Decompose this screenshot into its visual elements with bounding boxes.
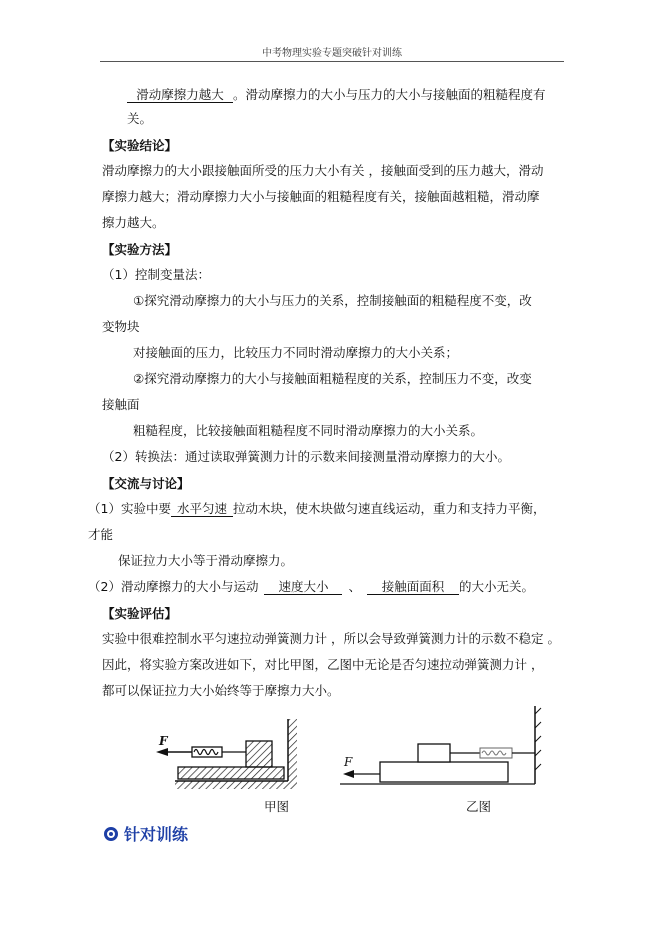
- force-label: F: [159, 734, 168, 748]
- discussion-q1-line-3: 保证拉力大小等于滑动摩擦力。: [118, 553, 294, 568]
- method-b-line-3: 粗糙程度，比较接触面粗糙程度不同时滑动摩擦力的大小关系。: [133, 423, 484, 438]
- conclusion-heading: 【实验结论】: [102, 138, 178, 153]
- intro-line-2: 关。: [127, 111, 153, 126]
- discussion-q2: [88, 578, 534, 595]
- evaluation-heading: 【实验评估】: [102, 606, 178, 621]
- evaluation-line-2: 因此，将实验方案改进如下，对比甲图，乙图中无论是否匀速拉动弹簧测力计 ，: [102, 657, 544, 672]
- conclusion-line-3: 擦力越大。: [102, 215, 165, 230]
- conclusion-line-1: 滑动摩擦力的大小跟接触面所受的压力大小有关 ，接触面受到的压力越大，滑动: [102, 163, 544, 178]
- spring-scale-body: [480, 748, 512, 758]
- force-arrow-head: [156, 748, 168, 756]
- method-a-line-2: 变物块: [102, 319, 140, 334]
- wooden-board: [380, 762, 508, 782]
- method-b-line-2: 接触面: [102, 397, 140, 412]
- intro-rest: 。滑动摩擦力的大小与压力的大小与接触面的粗糙程度有: [233, 87, 546, 102]
- figure-yi-diagram: [340, 704, 545, 794]
- method-item-1: （1）控制变量法：: [102, 267, 210, 282]
- q1-suffix: 拉动木块，使木块做匀速直线运动，重力和支持力平衡，: [232, 501, 546, 516]
- wall-hatch-mark: [535, 708, 541, 714]
- method-b-line-1: ②探究滑动摩擦力的大小与接触面粗糙程度的关系，控制压力不变，改变: [133, 371, 532, 386]
- page-header: 中考物理实验专题突破针对训练: [262, 48, 402, 59]
- q2-suffix: 的大小无关。: [458, 579, 534, 594]
- wall-hatch-mark: [535, 764, 541, 770]
- figure-jia-caption: 甲图: [264, 799, 290, 814]
- header-rule: [100, 61, 564, 62]
- force-label: F: [344, 755, 353, 769]
- q1-answer-blank: 水平匀速: [171, 501, 233, 517]
- q1-prefix: （1）实验中要: [88, 501, 171, 516]
- target-bullet-icon: [104, 827, 118, 841]
- wall-hatch-mark: [535, 736, 541, 742]
- figure-jia-diagram: [150, 717, 300, 795]
- wall-hatch-mark: [535, 750, 541, 756]
- method-a-line-3: 对接触面的压力，比较压力不同时滑动摩擦力的大小关系；: [133, 345, 459, 360]
- discussion-q1: [88, 500, 545, 517]
- conclusion-line-2: 摩擦力越大；滑动摩擦力大小与接触面的粗糙程度有关，接触面越粗糙，滑动摩: [102, 189, 540, 204]
- discussion-heading: 【交流与讨论】: [102, 476, 190, 491]
- intro-line-1: [127, 86, 546, 103]
- method-heading: 【实验方法】: [102, 242, 178, 257]
- evaluation-line-1: 实验中很难控制水平匀速拉动弹簧测力计 ，所以会导致弹簧测力计的示数不稳定 。: [102, 631, 560, 646]
- force-arrow-head: [343, 770, 354, 778]
- section-title: 针对训练: [124, 825, 189, 844]
- intro-answer-blank: 滑动摩擦力越大: [127, 87, 233, 103]
- q2-separator: 、: [348, 579, 361, 594]
- q2-prefix: （2）滑动摩擦力的大小与运动: [88, 579, 259, 594]
- section-title-row: [104, 822, 188, 845]
- figure-yi-caption: 乙图: [466, 799, 492, 814]
- wall-hatch-mark: [535, 722, 541, 728]
- ground-hatch: [175, 781, 297, 789]
- wooden-board: [178, 767, 284, 779]
- q2-answer-blank-1: 速度大小: [264, 579, 342, 595]
- q2-answer-blank-2: 接触面面积: [367, 579, 459, 595]
- evaluation-line-3: 都可以保证拉力大小始终等于摩擦力大小。: [102, 683, 340, 698]
- wooden-block: [246, 741, 272, 767]
- discussion-q1-line-2: 才能: [88, 527, 114, 542]
- method-a-line-1: ①探究滑动摩擦力的大小与压力的关系，控制接触面的粗糙程度不变，改: [133, 293, 532, 308]
- method-item-2: （2）转换法：通过读取弹簧测力计的示数来间接测量滑动摩擦力的大小。: [102, 449, 510, 464]
- wooden-block: [418, 744, 450, 762]
- wall-hatch: [288, 719, 297, 781]
